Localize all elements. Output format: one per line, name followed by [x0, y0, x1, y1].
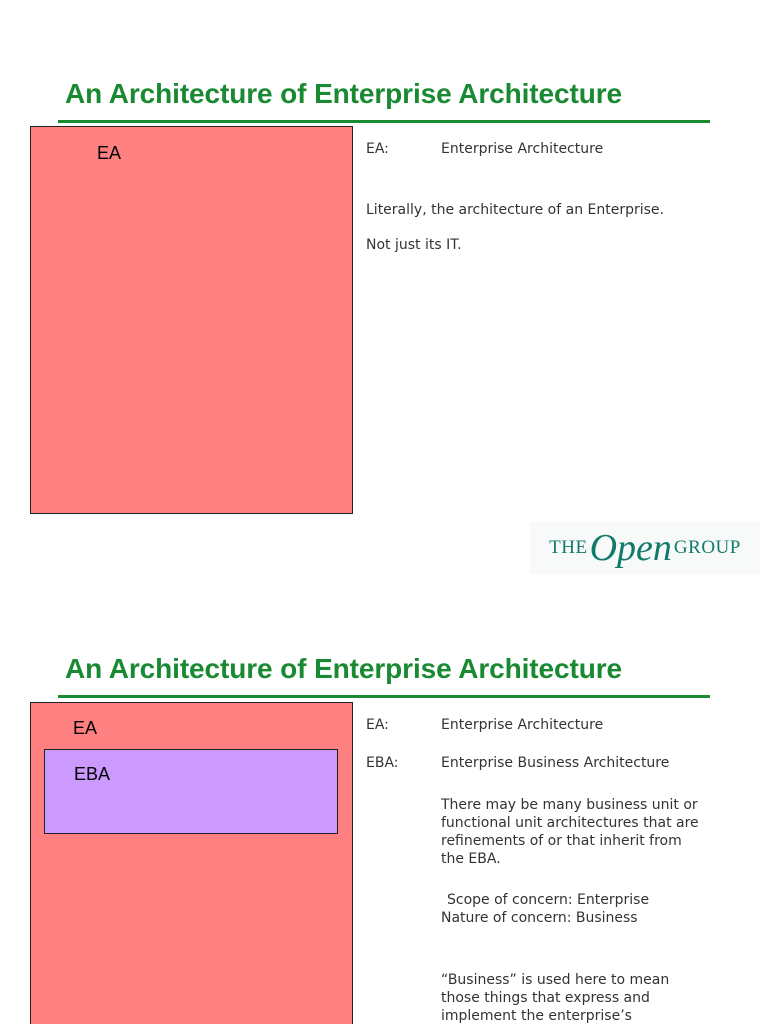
paragraph-literally: Literally, the architecture of an Enterprise. [366, 202, 664, 218]
definition-term-eba: EBA: [366, 755, 399, 771]
eba-box-label: EBA [74, 764, 111, 784]
title-rule [58, 120, 710, 123]
definition-value-ea: Enterprise Architecture [441, 717, 604, 733]
eba-box [44, 749, 338, 834]
slide-title: An Architecture of Enterprise Architecture [65, 653, 622, 684]
ea-box [30, 702, 353, 1024]
ea-box-label: EA [73, 718, 98, 738]
definition-term-ea: EA: [366, 717, 389, 733]
logo-group: GROUP [673, 537, 741, 558]
paragraph-many-business-units: There may be many business unit or functional unit architectures that are refinements of or that inherit from the EBA. [441, 797, 699, 867]
definition-value-ea: Enterprise Architecture [441, 141, 604, 157]
paragraph-not-just-it: Not just its IT. [366, 237, 462, 253]
slide-2 [0, 576, 768, 1024]
scope-of-concern: Scope of concern: Enterprise [447, 892, 650, 908]
definition-value-eba: Enterprise Business Architecture [441, 755, 670, 771]
logo-open: Open [589, 527, 672, 569]
slide-title: An Architecture of Enterprise Architecture [65, 78, 622, 109]
ea-box-label: EA [97, 143, 122, 163]
nature-of-concern: Nature of concern: Business [441, 910, 638, 926]
logo-the: THE [549, 537, 588, 558]
paragraph-business-meaning: “Business” is used here to mean those things that express and implement the enterprise’s [441, 972, 670, 1024]
definition-term-ea: EA: [366, 141, 389, 157]
open-group-logo [530, 522, 760, 574]
title-rule [58, 695, 710, 698]
ea-box [30, 126, 353, 514]
